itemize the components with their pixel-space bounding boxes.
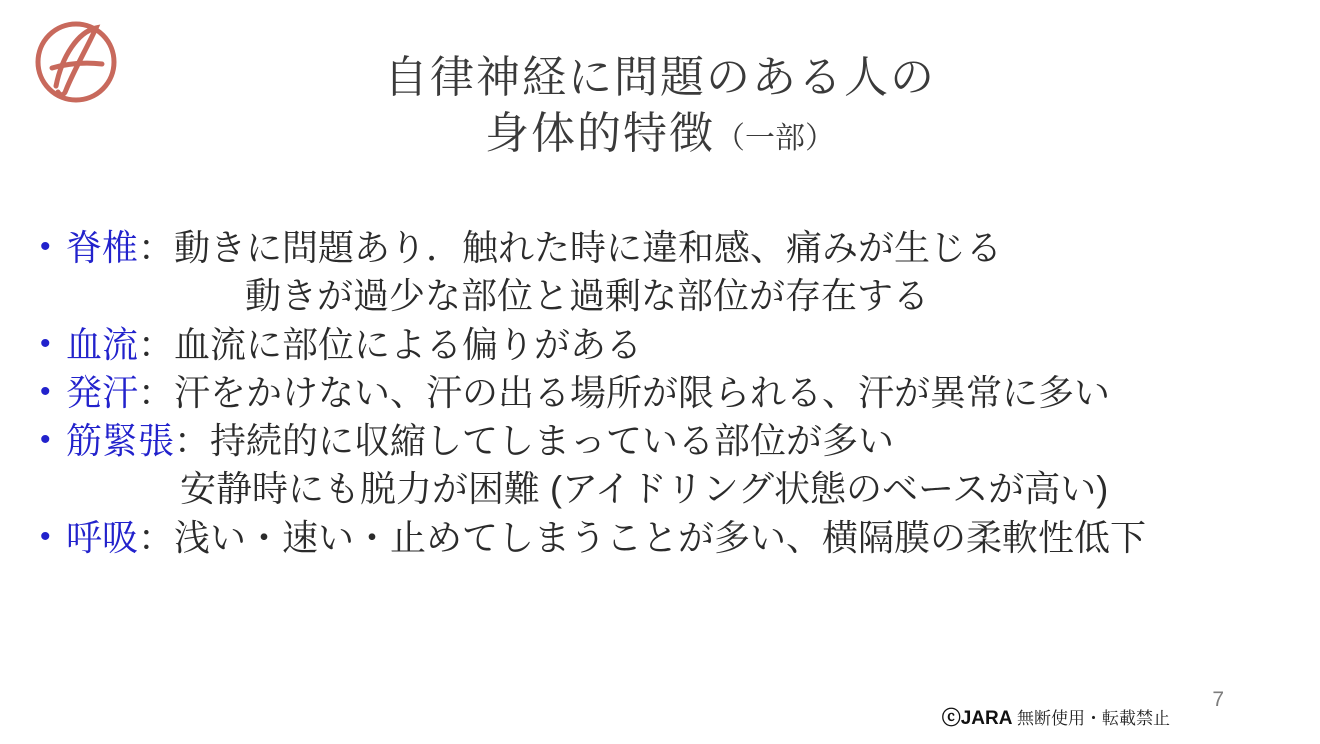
list-item [40, 370, 1290, 416]
bullet-text: 汗をかけない、汗の出る場所が限られる、汗が異常に多い [174, 371, 1111, 413]
bullet-text: 動きに問題あり．触れた時に違和感、痛みが生じる [174, 227, 1003, 268]
list-item [40, 418, 1290, 464]
bullet-text: 浅い・速い・止めてしまうことが多い、横隔膜の柔軟性低下 [174, 516, 1147, 558]
bullet-key: 血流 [66, 323, 139, 365]
list-item [40, 515, 1290, 561]
title-line-2: 身体的特徴 [485, 109, 715, 159]
list-item [40, 322, 1290, 368]
bullet-dot-icon: • [40, 423, 51, 457]
copyright-notice [942, 703, 1170, 730]
page-title [0, 50, 1320, 163]
bullet-key: 筋緊張 [66, 420, 175, 462]
bullet-separator: ： [174, 420, 211, 462]
bullet-text: 血流に部位による偏りがある [174, 323, 643, 365]
page-number: 7 [1212, 688, 1224, 711]
bullet-key: 呼吸 [66, 516, 139, 558]
bullet-dot-icon: • [40, 230, 51, 263]
title-line-1: 自律神経に問題のある人の [384, 53, 936, 102]
bullet-list [40, 225, 1290, 563]
title-subnote: （一部） [715, 122, 835, 156]
bullet-dot-icon: • [40, 519, 51, 553]
bullet-separator: ： [138, 371, 175, 413]
list-item-continuation: 動きが過少な部位と過剰な部位が存在する [245, 275, 930, 317]
bullet-key: 脊椎 [66, 227, 139, 268]
bullet-separator: ： [138, 516, 175, 558]
bullet-text: 持続的に収縮してしまっている部位が多い [210, 420, 895, 462]
bullet-separator: ： [138, 227, 175, 268]
list-item-continuation: 安静時にも脱力が困難 (アイドリング状態のベースが高い) [180, 468, 1109, 510]
bullet-dot-icon: • [40, 374, 51, 408]
bullet-dot-icon: • [40, 326, 51, 360]
list-item [40, 225, 1290, 271]
bullet-separator: ： [138, 323, 175, 365]
copyright-mark: ⓒJARA [941, 708, 1012, 729]
copyright-note: 無断使用・転載禁止 [1017, 709, 1170, 728]
bullet-key: 発汗 [66, 371, 139, 413]
